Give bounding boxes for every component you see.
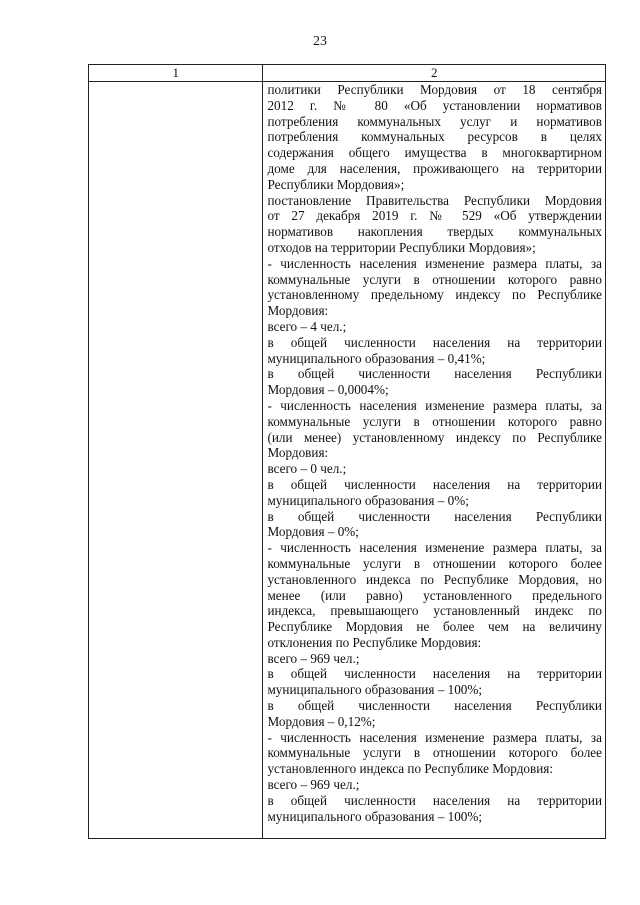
column-1-header: 1 — [89, 65, 263, 82]
text-line: Республике Мордовия не более чем на величину — [267, 619, 602, 635]
text-line: муниципального образования – 100%; — [267, 808, 483, 824]
document-table — [88, 64, 606, 839]
text-line: коммунальные услуги в отношении которого равно — [267, 271, 602, 287]
text-line: от 27 декабря 2019 г. № 529 «Об утверждении — [267, 208, 602, 224]
column-1-cell — [89, 82, 263, 839]
text-line: содержания общего имущества в многоквартирном — [267, 145, 602, 161]
text-line: Республики Мордовия»; — [267, 176, 405, 192]
text-line: установленному предельному индексу по Республике — [267, 287, 602, 303]
text-line: постановление Правительства Республики Мордовия — [267, 192, 602, 208]
text-line: всего – 969 чел.; — [267, 777, 360, 793]
text-line: потребления коммунальных ресурсов в целях — [267, 129, 602, 145]
text-line: нормативов накопления твердых коммунальных — [267, 224, 602, 240]
text-line: 2012 г. № 80 «Об установлении нормативов — [267, 97, 602, 113]
text-line: (или менее) установленному индексу по Республике — [267, 429, 602, 445]
text-line: - численность населения изменение размера платы, за — [267, 397, 602, 413]
text-line: в общей численности населения Республики — [267, 366, 602, 382]
text-line: Мордовия – 0,0004%; — [267, 382, 389, 398]
text-line: политики Республики Мордовия от 18 сентября — [267, 82, 602, 97]
text-line: коммунальные услуги в отношении которого более — [267, 555, 602, 571]
page-number: 23 — [313, 34, 327, 49]
text-line: всего – 0 чел.; — [267, 461, 347, 477]
text-line: Мордовия – 0%; — [267, 524, 359, 540]
text-line: муниципального образования – 0%; — [267, 492, 469, 508]
text-line: - численность населения изменение размера платы, за — [267, 255, 602, 271]
text-line: муниципального образования – 0,41%; — [267, 350, 486, 366]
text-line: в общей численности населения на территории — [267, 476, 602, 492]
text-line: коммунальные услуги в отношении которого более — [267, 745, 602, 761]
text-line: потребления коммунальных услуг и нормативов — [267, 113, 602, 129]
text-line: Мордовия: — [267, 303, 329, 319]
text-line: в общей численности населения на территории — [267, 334, 602, 350]
text-line: в общей численности населения на территории — [267, 792, 602, 808]
table-body-row — [89, 82, 606, 839]
text-line: в общей численности населения Республики — [267, 698, 602, 714]
text-line: доме для населения, проживающего на территории — [267, 160, 602, 176]
text-line: всего – 969 чел.; — [267, 650, 360, 666]
text-line: в общей численности населения на территории — [267, 666, 602, 682]
text-line: в общей численности населения Республики — [267, 508, 602, 524]
text-line: индекса, превышающего установленный индекс по — [267, 603, 602, 619]
text-line: Мордовия – 0,12%; — [267, 713, 376, 729]
text-line: - численность населения изменение размера платы, за — [267, 729, 602, 745]
text-line: Мордовия: — [267, 445, 329, 461]
text-line: отходов на территории Республики Мордовия»; — [267, 239, 536, 255]
text-line: муниципального образования – 100%; — [267, 682, 483, 698]
text-line: установленного индекса по Республике Мордовия, но — [267, 571, 602, 587]
column-2-cell — [263, 82, 606, 839]
column-2-header: 2 — [263, 65, 606, 82]
column-2-text — [263, 82, 605, 824]
table-header-row — [89, 65, 606, 82]
text-line: отклонения по Республике Мордовия: — [267, 634, 482, 650]
text-line: менее (или равно) установленного предельного — [267, 587, 602, 603]
text-line: коммунальные услуги в отношении которого равно — [267, 413, 602, 429]
text-line: установленного индекса по Республике Мордовия: — [267, 761, 554, 777]
text-line: всего – 4 чел.; — [267, 318, 347, 334]
text-line: - численность населения изменение размера платы, за — [267, 540, 602, 556]
